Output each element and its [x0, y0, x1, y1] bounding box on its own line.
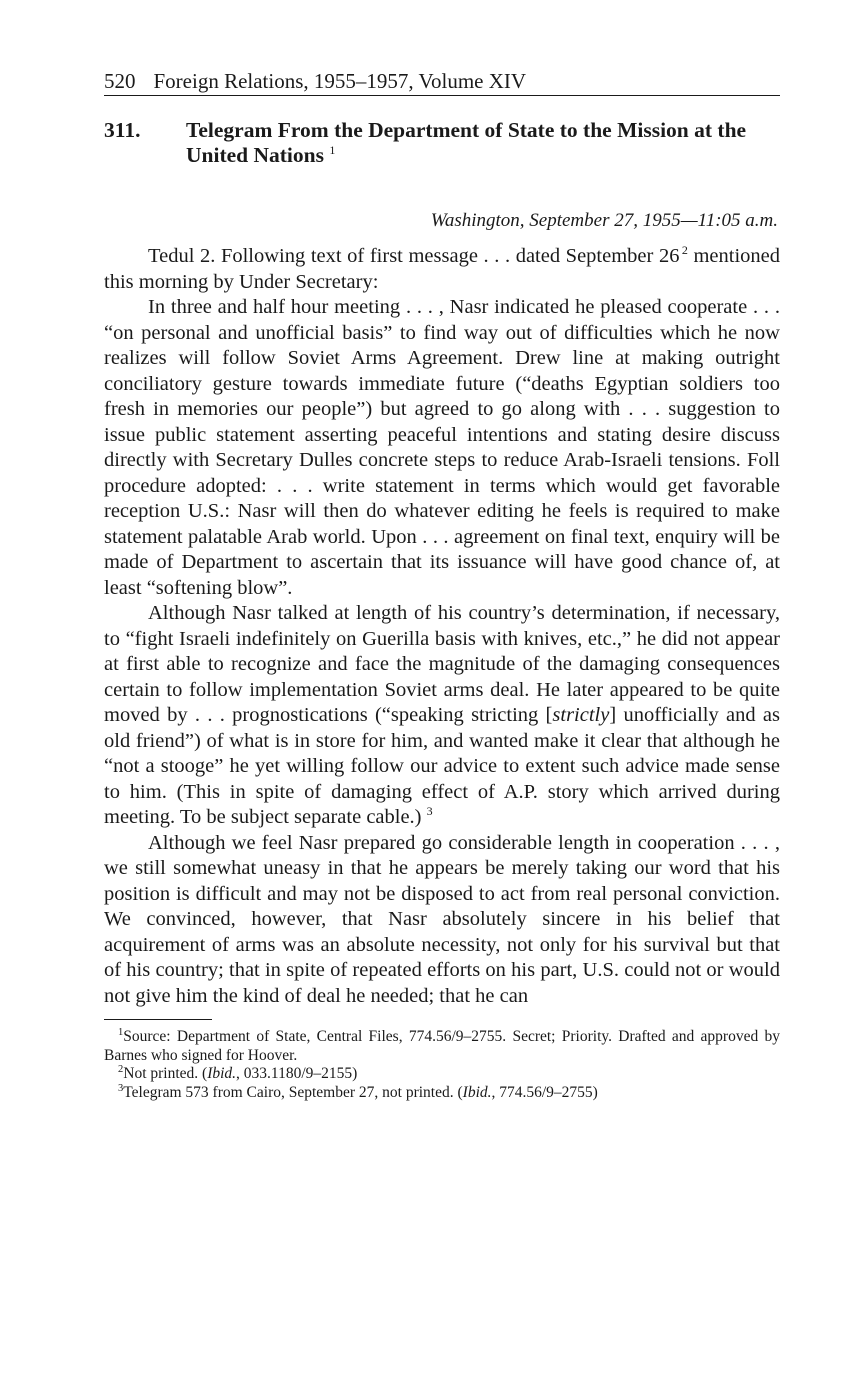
- document-page: [104, 68, 780, 1102]
- footnote-2: [104, 1065, 780, 1084]
- footnote-2-ibid: Ibid.: [207, 1065, 237, 1082]
- footnote-1-text: Source: Department of State, Central Files, 774.56/9–2755. Secret; Priority. Drafted and approved by Barnes who signed for Hoover.: [104, 1028, 780, 1064]
- paragraph-1: [104, 244, 780, 295]
- telegram-body: [104, 244, 780, 1009]
- document-title: [186, 118, 780, 168]
- paragraph-1-text-a: Tedul 2. Following text of first message . . . dated September 26: [148, 245, 680, 267]
- document-heading: [104, 118, 780, 168]
- footnote-3-number: 3: [118, 1082, 124, 1094]
- footnote-3-ibid: Ibid.: [462, 1083, 492, 1101]
- footnote-2-text-b: , 033.1180/9–2155): [236, 1065, 358, 1082]
- running-head: [104, 68, 780, 96]
- series-title: Foreign Relations, 1955–1957, Volume XIV: [153, 69, 527, 93]
- footnote-ref-1: 1: [329, 142, 336, 157]
- footnote-2-number: 2: [118, 1063, 124, 1075]
- paragraph-1-text-b: mentioned this morning by Under Secretary:: [104, 245, 780, 293]
- footnotes: [104, 1028, 780, 1102]
- footnote-ref-3: 3: [426, 804, 433, 819]
- footnote-1-number: 1: [118, 1026, 124, 1038]
- footnote-3: [104, 1084, 780, 1103]
- document-number: 311.: [104, 118, 141, 142]
- paragraph-3-text-a: Although Nasr talked at length of his country’s determination, if necessary, to “fight Israeli indefinitely on Guerilla basis with knives, etc.,” he did not appear at first able to recognize and face the magnitude of the damaging consequences certain to follow implementation Soviet arms deal. He later appeared to be quite moved by . . . prognostications (“speaking stricting [: [104, 602, 780, 726]
- paragraph-2: In three and half hour meeting . . . , Nasr indicated he pleased cooperate . . . “on personal and unofficial basis” to find way out of difficulties which he now realizes will follow Soviet Arms Agreement. Drew line at making outright conciliatory gesture towards immediate future (“deaths Egyptian soldiers too fresh in memories our people”) but agreed to go along with . . . suggestion to issue public statement asserting peaceful intentions and stating desire discuss directly with Secretary Dulles concrete steps to reduce Arab-Israeli tensions. Foll procedure adopted: . . . write statement in terms which would get favorable reception U.S.: Nasr will then do whatever editing he feels is required to make statement palatable Arab world. Upon . . . agreement on final text, enquiry will be made of Department to ascertain that its issuance will have good chance of, at least “softening blow”.: [104, 296, 780, 599]
- footnote-3-text-a: Telegram 573 from Cairo, September 27, not printed. (: [123, 1083, 463, 1101]
- paragraph-4: Although we feel Nasr prepared go considerable length in cooperation . . . , we still somewhat uneasy in that he appears be merely taking our word that his position is difficult and may not be disposed to act from real personal conviction. We convinced, however, that Nasr absolutely sincere in his belief that acquirement of arms was an absolute necessity, not only for his survival but that of his country; that in spite of repeated efforts on his part, U.S. could not or would not give him the kind of deal he needed; that he can: [104, 831, 780, 1007]
- footnote-1: [104, 1028, 780, 1065]
- paragraph-3-text-b: ] unofficially and as old friend”) of what is in store for him, and wanted make it clear that although he “not a stooge” he yet willing follow our advice to extent such advice made sense to him. (This in spite of damaging effect of A.P. story which arrived during meeting. To be subject separate cable.): [104, 704, 780, 828]
- page-number: 520: [104, 69, 136, 93]
- footnote-2-text-a: Not printed. (: [123, 1065, 208, 1082]
- footnote-ref-2: 2: [681, 243, 688, 258]
- paragraph-3: [104, 601, 780, 831]
- dateline: Washington, September 27, 1955—11:05 a.m.: [430, 210, 778, 231]
- footnote-divider: [104, 1019, 212, 1020]
- editorial-correction: strictly: [552, 704, 610, 726]
- footnote-3-text-b: , 774.56/9–2755): [491, 1083, 598, 1101]
- document-title-text: Telegram From the Department of State to the Mission at the United Nations: [186, 118, 747, 167]
